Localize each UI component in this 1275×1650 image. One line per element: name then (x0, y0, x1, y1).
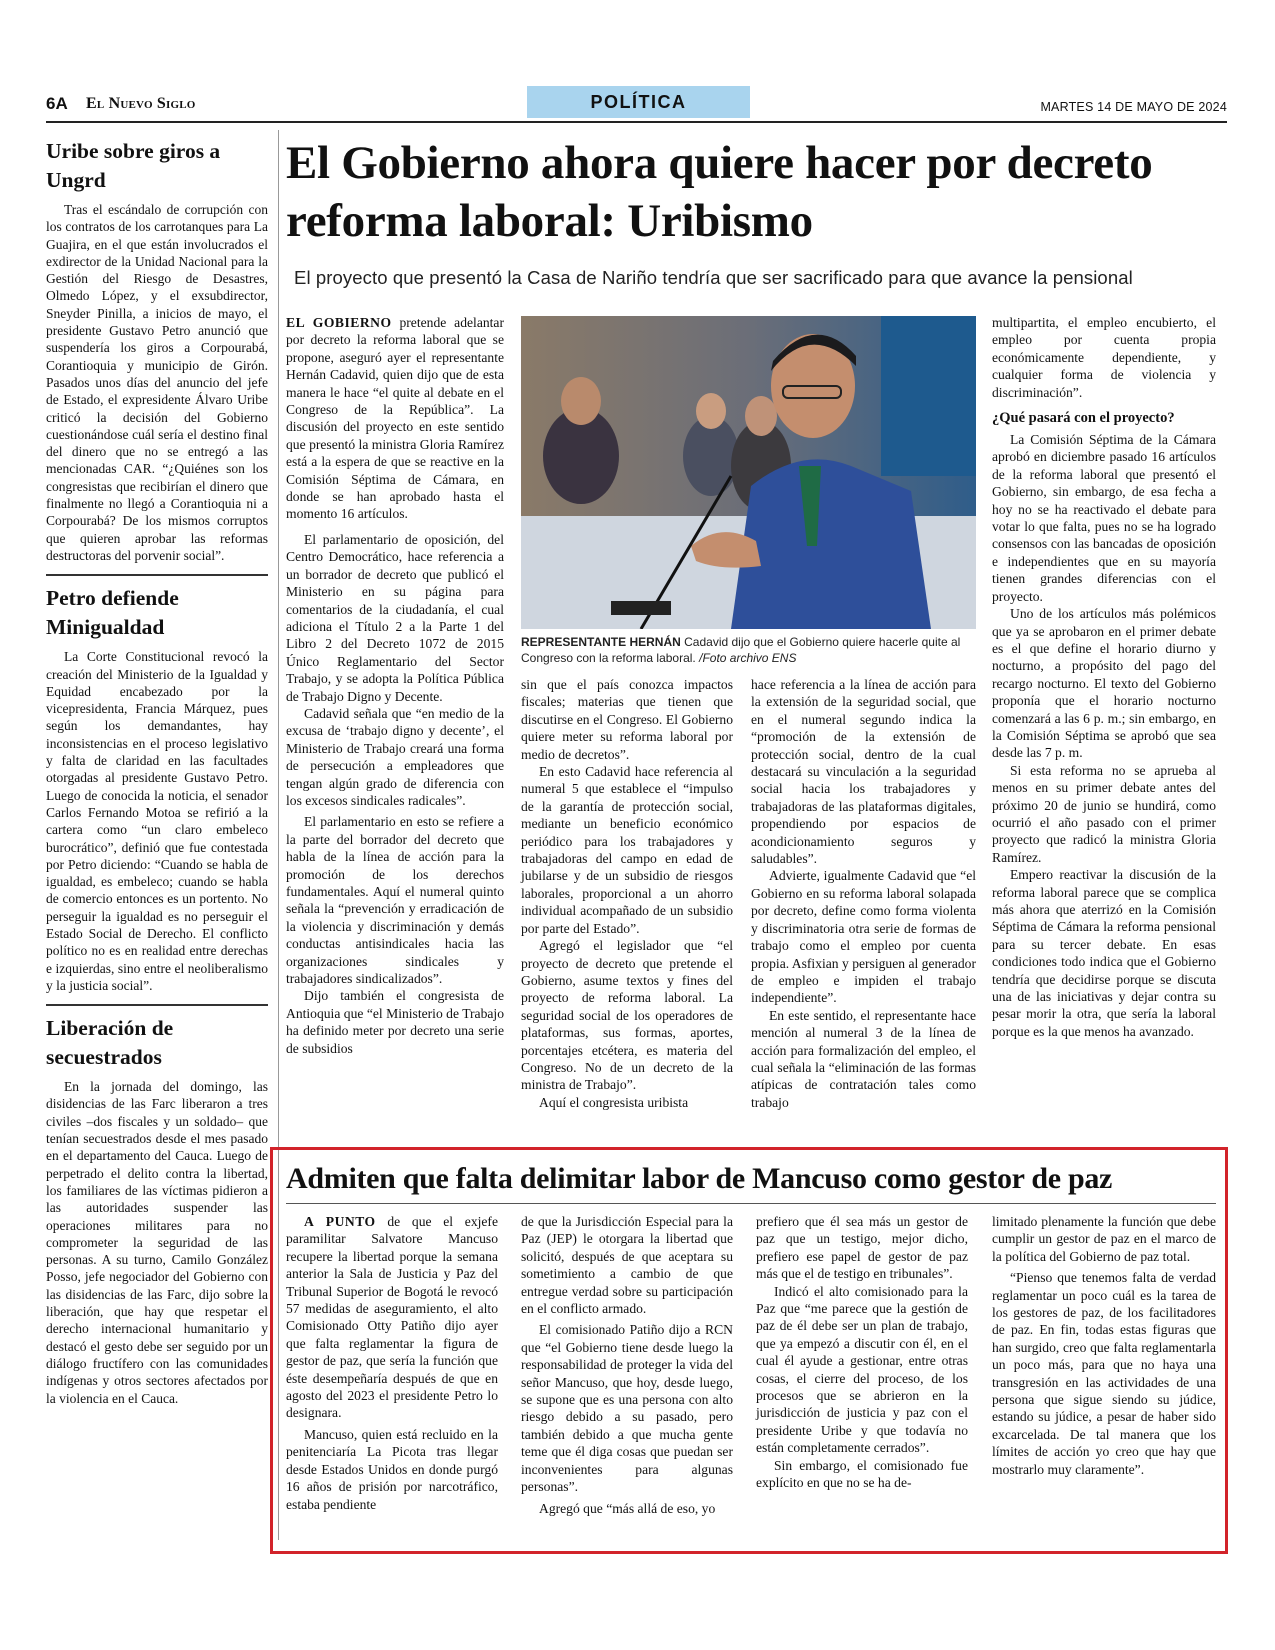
paragraph-text: pretende adelantar por decreto la reforma laboral que se propone, aseguró ayer el representante Hernán Cadavid, quien dijo que de esta manera le hace “el quite al debate en el Congreso de la República”. La discusión del proyecto en este sentido que presentó la ministra Gloria Ramírez está a la espera de que se reactive en la Comisión Séptima de Cámara, en donde se han aprobado hasta el momento 16 artículos. (286, 315, 504, 522)
paragraph: Uno de los artículos más polémicos que ya se aprobaron en el primer debate es el que define el horario diurno y nocturno, a propósito del pago del recargo nocturno. El texto del Gobierno proponía que el horario nocturno comenzará a las 6 p. m.; sin embargo, en la Comisión Séptima se aprobó que sea desde las 7 p. m. (992, 606, 1216, 761)
sidebar-text: La Corte Constitucional revocó la creación del Ministerio de la Igualdad y Equidad encabezado por la vicepresidenta, Francia Márquez, pues según los demandantes, hay inconsistencias en el proceso legislativo y falta de claridad en las facultades otorgadas al presidente Gustavo Petro. Luego de conocida la noticia, el senador Carlos Fernando Motoa se refirió a la cartera como “un claro embeleco burocrático”, definió que fue contestada por Petro diciendo: “Cuando se habla de igualdad, es embeleco; cuando se habla de comercio entonces es un portento. No perseguir la igualdad es no perseguir el Estado Social de Derecho. El conflicto político no es en realidad entre derechas e izquierdas, sino entre el neoliberalismo y la justicia social”. (46, 649, 268, 993)
lead-paragraph (286, 1213, 498, 1422)
sidebar-body-uribe (46, 201, 268, 564)
newspaper-name: El Nuevo Siglo (86, 95, 196, 112)
paragraph: multipartita, el empleo encubierto, el empleo por cuenta propia económicamente dependiente, y cualquier forma de violencia y discriminación”. (992, 315, 1216, 400)
main-column-2 (521, 676, 733, 1111)
paragraph: Empero reactivar la discusión de la reforma laboral parece que se complica más ahora que aterrizó en la Comisión Séptima de Cámara la reforma pensional para su tercer debate. En esas condiciones todo indica que el Gobierno tendría que decidirse porque se discuta una de las iniciativas y dejar contra su pesar morir la otra, que sería la laboral porque es la que menos ha avanzado. (992, 867, 1216, 1039)
sidebar-title-minigualdad: Petro defiende Minigualdad (46, 586, 179, 640)
sidebar-title-liberacion: Liberación de secuestrados (46, 1016, 174, 1070)
boxed-column-4 (992, 1213, 1216, 1478)
paragraph: El parlamentario de oposición, del Centro Democrático, hace referencia a un borrador de decreto que publicó el Ministerio en su página para comentarios de la ciudadanía, el cual adiciona el Título 2 a la Parte 1 del Libro 2 del Decreto 1072 de 2015 Único Reglamentario del Sector Trabajo, y se adopta la Política Pública de Trabajo Digno y Decente. (286, 531, 504, 704)
main-column-3 (751, 676, 976, 1111)
photo-caption (521, 634, 976, 666)
paragraph: limitado plenamente la función que debe cumplir un gestor de paz en el marco de la política del Gobierno de paz total. (992, 1214, 1216, 1264)
header-rule (46, 121, 1227, 123)
subheading: ¿Qué pasará con el proyecto? (992, 410, 1175, 427)
boxed-headline: Admiten que falta delimitar labor de Mancuso como gestor de paz (286, 1162, 1113, 1195)
sidebar-title-uribe: Uribe sobre giros a Ungrd (46, 139, 221, 192)
lead-word: A PUNTO (304, 1214, 376, 1229)
paragraph: El comisionado Patiño dijo a RCN que “el Gobierno tiene desde luego la responsabilidad de proteger la vida del señor Mancuso, que hoy, desde luego, se supone que es una persona con alto riesgo debido a su pasado, pero también debido a que mucha gente teme que él diga cosas que puedan ser inconvenientes para algunas personas”. (521, 1322, 733, 1495)
issue-date: MARTES 14 DE MAYO DE 2024 (1040, 100, 1227, 114)
lead-paragraph (286, 314, 504, 523)
paragraph: Indicó el alto comisionado para la Paz que “me parece que la gestión de paz de él debe ser un plan de trabajo, que ya empezó a discutir con él, en el cual él ayude a gestionar, entre otras cosas, el cierre del proceso, de los procesos que se abrieron en la jurisdicción de justicia y paz con el presidente Uribe y que todavía no están completamente cerrados”. (756, 1283, 968, 1456)
section-label-text: POLÍTICA (590, 91, 687, 112)
page-number: 6A (46, 94, 68, 113)
paragraph: En esto Cadavid hace referencia al numeral 5 que establece el “impulso de la garantía de protección social, mediante un beneficio económico periódico para los trabajadores y trabajadoras del campo en edad de jubilarse y de un subsidio de riesgos laborales, proporcional a un ahorro individual acompañado de un subsidio por parte del Estado”. (521, 764, 733, 936)
sidebar-divider (46, 574, 268, 576)
sidebar-body-minigualdad (46, 648, 268, 994)
sidebar-text: Tras el escándalo de corrupción con los contratos de los carrotanques para La Guajira, en el que están involucrados el exdirector de la Unidad Nacional para la Gestión del Riesgo de Desastres, Olmedo López, y el exsubdirector, Sneyder Pinilla, a inicios de mayo, el presidente Gustavo Petro anunció que suspendería los giros a Corpourabá, Corantioquia y municipio de Girón. Pasados unos días del anuncio del jefe de Estado, el expresidente Álvaro Uribe criticó la decisión del Gobierno cuestionándose cuál sería el destino final del dinero que no se entregó a las mencionadas CAR. “¿Quiénes son los congresistas que recibirían el dinero que finalmente no llegó a Corantioquia ni a Corpourabá? De los mismos corruptos que quieren aprobar las reformas destructoras del porvenir social”. (46, 202, 268, 563)
paragraph: La Comisión Séptima de la Cámara aprobó en diciembre pasado 16 artículos de la reforma laboral que presentó el Gobierno, sin embargo, de esa fecha a hoy no se ha reactivado el debate para votar lo que falta, pues no se ha logrado consensos con las bancadas de oposición e independientes que en su mayoría tienen grandes diferencias con el proyecto. (992, 432, 1216, 604)
photo-credit: /Foto archivo ENS (699, 651, 797, 665)
sidebar-body-liberacion (46, 1078, 268, 1407)
main-headline: El Gobierno ahora quiere hacer por decreto reforma laboral: Uribismo (286, 137, 1153, 247)
paragraph: sin que el país conozca impactos fiscales; materias que tienen que discutirse en el Congreso. El Gobierno quiere meter su reforma laboral por medio de decretos”. (521, 677, 733, 762)
caption-text: Cadavid dijo que el Gobierno quiere hacerle quite al Congreso con la reforma laboral. (521, 635, 961, 665)
boxed-column-3 (756, 1213, 968, 1492)
main-column-1 (286, 314, 504, 1057)
article-photo (521, 316, 976, 629)
paragraph: Mancuso, quien está recluido en la penitenciaría La Picota tras llegar desde Estados Unidos en donde purgó 16 años de prisión por narcotráfico, estaba pendiente (286, 1426, 498, 1512)
paragraph: “Pienso que tenemos falta de verdad reglamentar un poco cuál es la tarea de los gestores de paz, de los facilitadores de paz. En fin, todas estas figuras que han surgido, creo que falta reglamentarla un poco más, para que no haya una transgresión en las actividades de una persona que sigue siendo su júdice, estando su júdice, a pesar de haber sido excarcelada. De tal manera que los límites de acción yo creo que hay que mostrarlo muy claramente”. (992, 1270, 1216, 1477)
sidebar-divider (46, 1004, 268, 1006)
sidebar-text: En la jornada del domingo, las disidencias de las Farc liberaron a tres civiles –dos fiscales y un soldado– que tenían secuestrados desde el mes pasado en el departamento del Cauca. Luego de perpetrado el delito contra la libertad, los familiares de las víctimas pidieron a las autoridades suspender las operaciones militares para no comprometer la seguridad de las personas. A su turno, Camilo González Posso, jefe negociador del Gobierno con las disidencias de las Farc, dijo sobre la liberación, que hay que respetar el derecho internacional humanitario y destacó el gesto debe ser seguido por un diálogo fructífero con las comunidades indígenas y otros sectores afectados por la violencia en el Cauca. (46, 1079, 268, 1406)
paragraph: El parlamentario en esto se refiere a la parte del borrador del decreto que habla de la línea de acción para la promoción de los derechos fundamentales. Aquí el numeral quinto señala la “prevención y erradicación de la violencia y discriminación y demás conductas antisindicales hacia las organizaciones sindicales y trabajadores sindicalizados”. (286, 814, 504, 987)
sidebar (46, 137, 268, 1417)
main-column-4 (992, 314, 1216, 1040)
paragraph-text: de que el exjefe paramilitar Salvatore Mancuso recupere la libertad porque la semana anterior la Sala de Justicia y Paz del Tribunal Superior de Bogotá le revocó 57 medidas de aseguramiento, el alto Comisionado Otty Patiño dijo ayer que falta reglamentar la figura de gestor de paz, que sería la función que éste desempeñaría después de que en agosto del 2023 el presidente Petro lo designara. (286, 1214, 498, 1421)
section-label (527, 86, 750, 118)
paragraph: Sin embargo, el comisionado fue explícito en que no se ha de- (756, 1457, 968, 1491)
paragraph: Aquí el congresista uribista (539, 1094, 689, 1110)
boxed-rule (286, 1203, 1216, 1204)
caption-lead: REPRESENTANTE HERNÁN (521, 635, 681, 649)
main-deck: El proyecto que presentó la Casa de Nariño tendría que ser sacrificado para que avance la pensional (294, 267, 1133, 288)
paragraph: Si esta reforma no se aprueba al menos en su primer debate antes del próximo 20 de junio se hundirá, como ocurrió el año pasado con el primer proyecto que radicó la ministra Gloria Ramírez. (992, 762, 1216, 865)
paragraph: Cadavid señala que “en medio de la excusa de ‘trabajo digno y decente’, el Ministerio de Trabajo creará una forma de persecución a empleadores que tengan algún grado de diferencia con los excesos sindicales radicales”. (286, 705, 504, 808)
paragraph: En este sentido, el representante hace mención al numeral 3 de la línea de acción para formalización del empleo, el cual señala la “eliminación de las formas atípicas de contratación tales como trabajo (751, 1007, 976, 1110)
paragraph: prefiero que él sea más un gestor de paz que un testigo, mejor dicho, prefiero ese papel de gestor de paz más que el de testigo en tribunales”. (756, 1214, 968, 1282)
boxed-column-2 (521, 1213, 733, 1517)
paragraph: Agregó el legislador que “el proyecto de decreto que pretende el Gobierno, asume textos y fines del proyecto de reforma laboral. La seguridad social de los operadores de plataformas, sus formas, aportes, porcentajes etcétera, es materia del Congreso. No de un decreto de la ministra de Trabajo”. (521, 938, 733, 1093)
photo-cadavid (521, 316, 976, 629)
boxed-column-1 (286, 1213, 498, 1513)
paragraph: Agregó que “más allá de eso, yo (539, 1500, 716, 1516)
paragraph: de que la Jurisdicción Especial para la Paz (JEP) le otorgara la libertad que solicitó, después de que aceptara su sometimiento a cambio de que entregue verdad sobre su participación en el conflicto armado. (521, 1214, 733, 1317)
lead-word: EL GOBIERNO (286, 315, 392, 330)
paragraph: hace referencia a la línea de acción para la extensión de la seguridad social, que en el numeral segundo indica la “promoción de la extensión de protección social, dentro de la cual destacará su vinculación a la seguridad social hacia los trabajadores y trabajadoras de las plataformas digitales, propendiendo por espacios de acondicionamiento seguros y saludables”. (751, 677, 976, 867)
paragraph: Dijo también el congresista de Antioquia que “el Ministerio de Trabajo ha definido meter por decreto una serie de subsidios (286, 988, 504, 1056)
paragraph: Advierte, igualmente Cadavid que “el Gobierno en su reforma laboral solapada por decreto, define como forma violenta y discriminatoria otra serie de formas de trabajo como el empleo por cuenta propia. Asfixian y persiguen al generador de empleo e impiden el trabajo independiente”. (751, 868, 976, 1006)
